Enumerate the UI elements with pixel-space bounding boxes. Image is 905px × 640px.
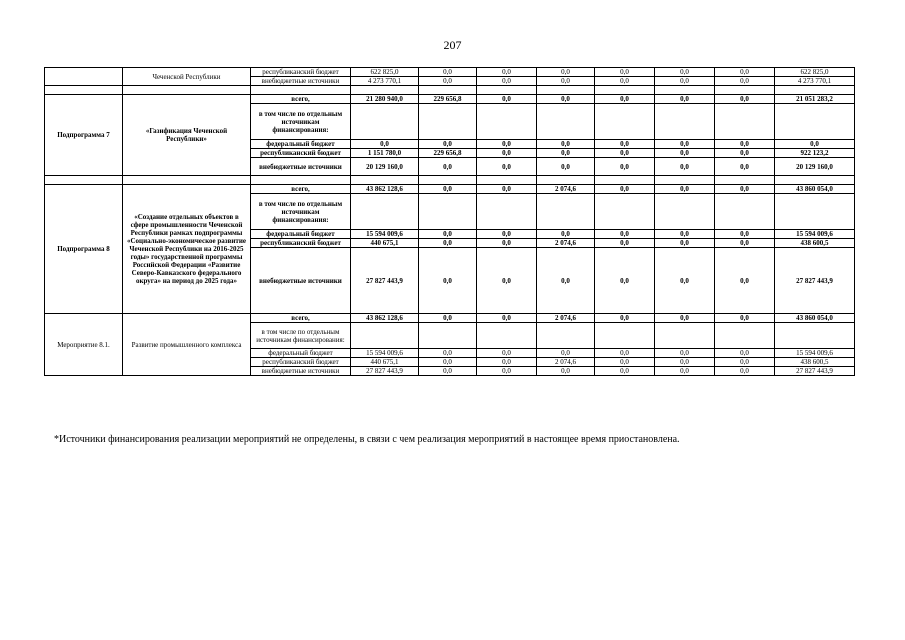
value-cell: 43 862 128,6 — [351, 185, 419, 194]
value-cell: 0,0 — [775, 140, 855, 149]
spacer-row — [45, 86, 855, 95]
value-cell: 0,0 — [419, 367, 477, 376]
value-cell: 0,0 — [595, 185, 655, 194]
measure81-name: Развитие промышленного комплекса — [123, 314, 251, 376]
value-cell: 15 594 009,6 — [351, 349, 419, 358]
value-cell: 43 860 054,0 — [775, 314, 855, 323]
value-cell: 622 825,0 — [775, 68, 855, 77]
subprogram7-code: Подпрограмма 7 — [45, 95, 123, 176]
source-cell: республиканский бюджет — [251, 149, 351, 158]
value-cell: 0,0 — [715, 77, 775, 86]
value-cell: 20 129 160,0 — [775, 158, 855, 176]
value-cell: 0,0 — [477, 95, 537, 104]
value-cell: 0,0 — [419, 185, 477, 194]
value-cell: 0,0 — [655, 248, 715, 314]
value-cell: 2 074,6 — [537, 358, 595, 367]
value-cell: 21 280 940,0 — [351, 95, 419, 104]
spacer-row — [45, 176, 855, 185]
value-cell: 27 827 443,9 — [351, 367, 419, 376]
value-cell: 0,0 — [537, 158, 595, 176]
value-cell: 0,0 — [595, 158, 655, 176]
value-cell: 0,0 — [715, 140, 775, 149]
value-cell: 15 594 009,6 — [775, 349, 855, 358]
subprogram8-code: Подпрограмма 8 — [45, 185, 123, 314]
value-cell: 0,0 — [477, 230, 537, 239]
source-cell: внебюджетные источники — [251, 77, 351, 86]
value-cell: 0,0 — [715, 95, 775, 104]
value-cell: 0,0 — [477, 314, 537, 323]
value-cell: 0,0 — [715, 149, 775, 158]
value-cell: 0,0 — [655, 358, 715, 367]
source-cell: в том числе по отдельным источникам финансирования: — [251, 323, 351, 349]
value-cell: 0,0 — [477, 149, 537, 158]
value-cell: 27 827 443,9 — [351, 248, 419, 314]
source-cell: республиканский бюджет — [251, 239, 351, 248]
source-cell: республиканский бюджет — [251, 358, 351, 367]
budget-table — [44, 67, 855, 376]
value-cell: 0,0 — [595, 248, 655, 314]
value-cell: 0,0 — [595, 367, 655, 376]
value-cell: 438 600,5 — [775, 239, 855, 248]
value-cell: 0,0 — [477, 239, 537, 248]
value-cell: 0,0 — [655, 140, 715, 149]
source-cell: всего, — [251, 95, 351, 104]
value-cell: 0,0 — [715, 185, 775, 194]
value-cell: 0,0 — [715, 68, 775, 77]
value-cell: 0,0 — [419, 239, 477, 248]
value-cell: 0,0 — [655, 239, 715, 248]
value-cell: 0,0 — [715, 248, 775, 314]
value-cell: 0,0 — [655, 68, 715, 77]
value-cell: 0,0 — [419, 349, 477, 358]
table-row — [45, 68, 855, 77]
table-row — [45, 95, 855, 104]
measure81-code: Мероприятие 8.1. — [45, 314, 123, 376]
value-cell: 0,0 — [595, 140, 655, 149]
value-cell: 2 074,6 — [537, 314, 595, 323]
value-cell: 4 273 770,1 — [775, 77, 855, 86]
value-cell: 0,0 — [537, 140, 595, 149]
value-cell: 0,0 — [537, 230, 595, 239]
value-cell: 0,0 — [595, 149, 655, 158]
value-cell: 0,0 — [595, 239, 655, 248]
value-cell: 27 827 443,9 — [775, 367, 855, 376]
value-cell: 0,0 — [595, 358, 655, 367]
value-cell: 0,0 — [595, 230, 655, 239]
value-cell: 229 656,8 — [419, 149, 477, 158]
value-cell: 0,0 — [537, 149, 595, 158]
value-cell: 27 827 443,9 — [775, 248, 855, 314]
source-cell: внебюджетные источники — [251, 367, 351, 376]
footnote: *Источники финансирования реализации мероприятий не определены, в связи с чем реализация мероприятий в настоящее время приостановлена. — [54, 434, 680, 445]
source-cell: в том числе по отдельным источникам финансирования: — [251, 194, 351, 230]
value-cell: 0,0 — [715, 358, 775, 367]
value-cell: 622 825,0 — [351, 68, 419, 77]
value-cell: 0,0 — [715, 239, 775, 248]
value-cell: 0,0 — [537, 367, 595, 376]
value-cell: 0,0 — [477, 140, 537, 149]
value-cell: 15 594 009,6 — [351, 230, 419, 239]
value-cell: 0,0 — [715, 367, 775, 376]
value-cell: 0,0 — [655, 349, 715, 358]
value-cell: 0,0 — [477, 77, 537, 86]
program-name-cell: Чеченской Республики — [123, 68, 251, 86]
value-cell: 0,0 — [595, 95, 655, 104]
value-cell: 0,0 — [477, 248, 537, 314]
source-cell: всего, — [251, 314, 351, 323]
value-cell: 0,0 — [715, 314, 775, 323]
source-cell: всего, — [251, 185, 351, 194]
value-cell: 15 594 009,6 — [775, 230, 855, 239]
page-number: 207 — [443, 38, 462, 52]
value-cell: 0,0 — [419, 77, 477, 86]
value-cell: 0,0 — [419, 314, 477, 323]
source-cell: федеральный бюджет — [251, 349, 351, 358]
value-cell: 0,0 — [655, 367, 715, 376]
value-cell: 229 656,8 — [419, 95, 477, 104]
subprogram8-name: «Создание отдельных объектов в сфере промышленности Чеченской Республики рамках подпрограммы «Социально-экономическое развитие Чеченской Республики на 2016-2025 годы» государственной программы Российской Федерации «Развитие Северо-Кавказского федерального округа» на период до 2025 года» — [123, 185, 251, 314]
value-cell: 440 675,1 — [351, 239, 419, 248]
value-cell: 2 074,6 — [537, 239, 595, 248]
value-cell: 0,0 — [655, 314, 715, 323]
table-row — [45, 314, 855, 323]
value-cell: 21 051 283,2 — [775, 95, 855, 104]
value-cell: 0,0 — [477, 185, 537, 194]
value-cell: 43 862 128,6 — [351, 314, 419, 323]
source-cell: федеральный бюджет — [251, 230, 351, 239]
value-cell: 0,0 — [419, 230, 477, 239]
value-cell: 440 675,1 — [351, 358, 419, 367]
value-cell: 0,0 — [537, 349, 595, 358]
table-row — [45, 185, 855, 194]
source-cell: республиканский бюджет — [251, 68, 351, 77]
source-cell: внебюджетные источники — [251, 158, 351, 176]
value-cell: 0,0 — [419, 158, 477, 176]
value-cell: 0,0 — [715, 158, 775, 176]
value-cell: 0,0 — [419, 358, 477, 367]
value-cell: 0,0 — [655, 77, 715, 86]
value-cell: 0,0 — [477, 68, 537, 77]
value-cell: 0,0 — [655, 185, 715, 194]
value-cell: 0,0 — [715, 230, 775, 239]
source-cell: федеральный бюджет — [251, 140, 351, 149]
value-cell: 20 129 160,0 — [351, 158, 419, 176]
value-cell: 0,0 — [537, 95, 595, 104]
value-cell: 0,0 — [351, 140, 419, 149]
value-cell: 438 600,5 — [775, 358, 855, 367]
code-cell — [45, 68, 123, 86]
value-cell: 0,0 — [477, 158, 537, 176]
value-cell: 0,0 — [655, 158, 715, 176]
source-cell: в том числе по отдельным источникам финансирования: — [251, 104, 351, 140]
source-cell: внебюджетные источники — [251, 248, 351, 314]
value-cell: 0,0 — [477, 349, 537, 358]
value-cell: 0,0 — [537, 77, 595, 86]
value-cell: 0,0 — [655, 230, 715, 239]
value-cell: 0,0 — [595, 77, 655, 86]
value-cell: 0,0 — [655, 95, 715, 104]
value-cell: 0,0 — [715, 349, 775, 358]
value-cell: 922 123,2 — [775, 149, 855, 158]
value-cell: 43 860 054,0 — [775, 185, 855, 194]
value-cell: 0,0 — [595, 314, 655, 323]
value-cell: 0,0 — [537, 68, 595, 77]
value-cell: 2 074,6 — [537, 185, 595, 194]
value-cell: 0,0 — [419, 140, 477, 149]
value-cell: 0,0 — [419, 68, 477, 77]
subprogram7-name: «Газификация Чеченской Республики» — [123, 95, 251, 176]
value-cell: 0,0 — [419, 248, 477, 314]
value-cell: 0,0 — [477, 367, 537, 376]
value-cell: 0,0 — [537, 248, 595, 314]
value-cell: 0,0 — [655, 149, 715, 158]
value-cell: 0,0 — [477, 358, 537, 367]
value-cell: 1 151 780,0 — [351, 149, 419, 158]
value-cell: 0,0 — [595, 68, 655, 77]
value-cell: 0,0 — [595, 349, 655, 358]
value-cell: 4 273 770,1 — [351, 77, 419, 86]
